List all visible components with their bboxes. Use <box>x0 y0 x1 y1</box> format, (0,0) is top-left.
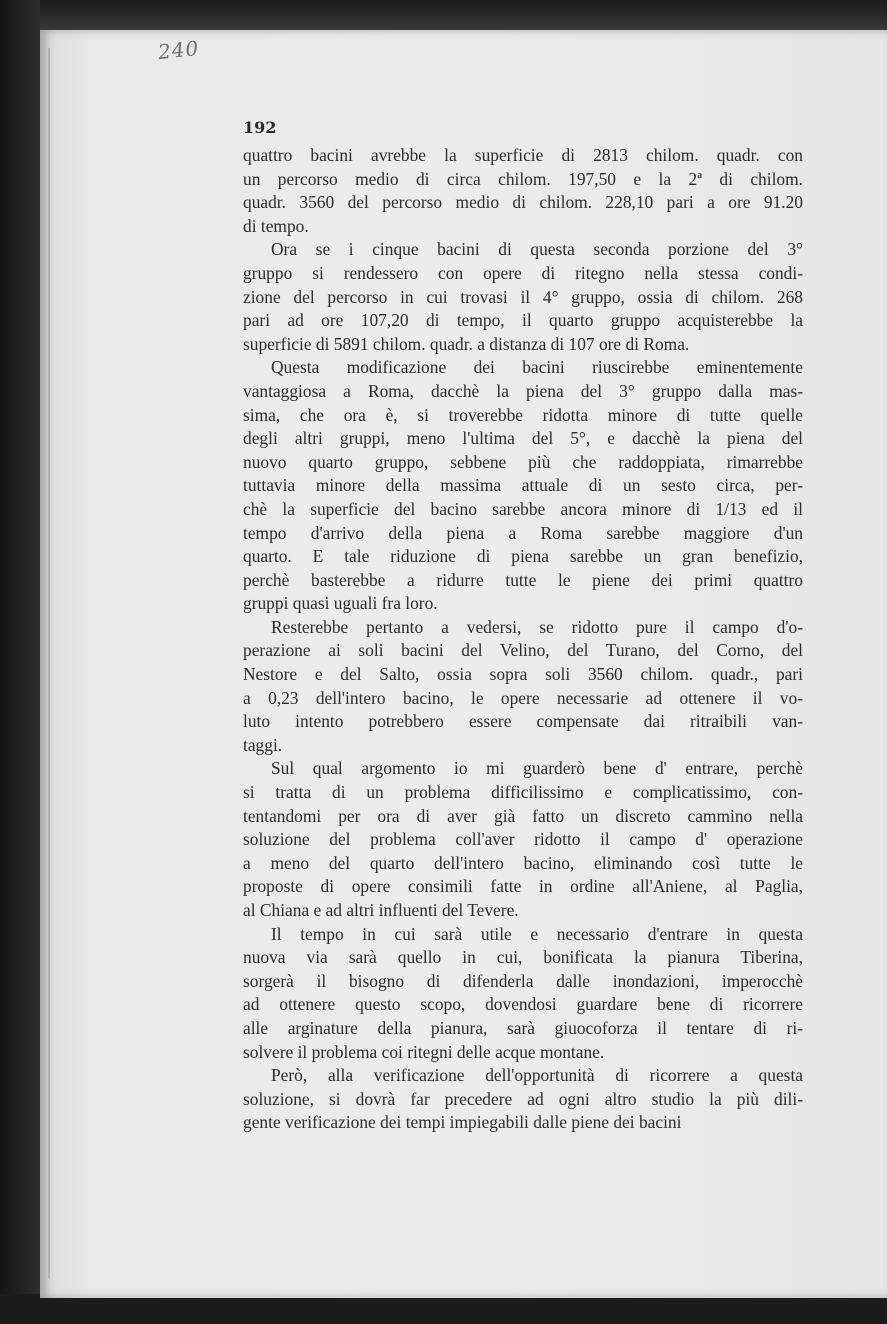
text-line: tentandomi per ora di aver già fatto un discreto cammino nella <box>243 805 803 826</box>
text-line: quattro bacini avrebbe la superficie di 2813 chilom. quadr. con <box>243 145 803 165</box>
text-line: perchè basterebbe a ridurre tutte le piene dei primi quattro <box>243 569 803 590</box>
text-line: zione del percorso in cui trovasi il 4° gruppo, ossia di chilom. 268 <box>243 286 803 307</box>
paragraph <box>243 616 803 758</box>
page-binding-edge <box>48 48 50 1278</box>
handwritten-margin-note: 240 <box>156 35 201 65</box>
text-line: luto intento potrebbero essere compensate dai ritraibili van- <box>243 711 803 732</box>
paragraph <box>243 757 803 922</box>
text-line: tuttavia minore della massima attuale di un sesto circa, per- <box>243 475 803 496</box>
text-line: Sul qual argomento io mi guarderò bene d' entrare, perchè <box>271 758 803 779</box>
text-line: quadr. 3560 del percorso medio di chilom. 228,10 pari a ore 91.20 <box>243 192 803 213</box>
text-line: gruppo si rendessero con opere di ritegno nella stessa condi- <box>243 262 803 283</box>
text-line: degli altri gruppi, meno l'ultima del 5°, e dacchè la piena del <box>243 428 803 449</box>
text-line: Resterebbe pertanto a vedersi, se ridotto pure il campo d'o- <box>271 616 803 637</box>
text-line: solvere il problema coi ritegni delle acque montane. <box>243 1041 605 1062</box>
text-line: pari ad ore 107,20 di tempo, il quarto gruppo acquisterebbe la <box>243 310 803 331</box>
text-line: tempo d'arrivo della piena a Roma sarebbe maggiore d'un <box>243 522 803 543</box>
scan-left-border <box>0 0 40 1324</box>
paragraph <box>243 1064 803 1135</box>
text-line: soluzione, si dovrà far precedere ad ogni altro studio la più dili- <box>243 1088 803 1109</box>
text-line: superficie di 5891 chilom. quadr. a distanza di 107 ore di Roma. <box>243 333 690 354</box>
paragraph <box>243 356 803 616</box>
body-text <box>243 144 803 1135</box>
text-line: taggi. <box>243 734 283 755</box>
text-line: Questa modificazione dei bacini riuscirebbe eminentemente <box>271 357 803 378</box>
text-line: di tempo. <box>243 215 309 236</box>
text-line: Ora se i cinque bacini di questa seconda porzione del 3° <box>271 239 803 260</box>
text-line: quarto. E tale riduzione di piena sarebbe un gran benefizio, <box>243 546 803 567</box>
paragraph <box>243 923 803 1065</box>
text-line: sima, che ora è, si troverebbe ridotta minore di tutte quelle <box>243 404 803 425</box>
text-line: Il tempo in cui sarà utile e necessario d'entrare in questa <box>271 923 803 944</box>
scan-bottom-border <box>0 1294 887 1324</box>
text-line: a meno del quarto dell'intero bacino, eliminando così tutte le <box>243 852 803 873</box>
text-line: nuovo quarto gruppo, sebbene più che raddoppiata, rimarrebbe <box>243 451 803 472</box>
page-number: 192 <box>243 118 277 137</box>
text-line: Nestore e del Salto, ossia sopra soli 3560 chilom. quadr., pari <box>243 664 803 685</box>
text-line: vantaggiosa a Roma, dacchè la piena del 3° gruppo dalla mas- <box>243 380 803 401</box>
text-line: a 0,23 dell'intero bacino, le opere necessarie ad ottenere il vo- <box>243 687 803 708</box>
text-line: si tratta di un problema difficilissimo e complicatissimo, con- <box>243 782 803 803</box>
text-line: alle arginature della pianura, sarà giuocoforza il tentare di ri- <box>243 1017 803 1038</box>
text-line: nuova via sarà quello in cui, bonificata la pianura Tiberina, <box>243 947 803 968</box>
text-line: perazione ai soli bacini del Velino, del Turano, del Corno, del <box>243 640 803 661</box>
scan-top-border <box>0 0 887 34</box>
text-line: chè la superficie del bacino sarebbe ancora minore di 1/13 ed il <box>243 498 803 519</box>
text-line: Però, alla verificazione dell'opportunità di ricorrere a questa <box>271 1065 803 1086</box>
text-line: sorgerà il bisogno di difenderla dalle inondazioni, imperocchè <box>243 970 803 991</box>
text-line: al Chiana e ad altri influenti del Tevere. <box>243 900 519 920</box>
text-line: gruppi quasi uguali fra loro. <box>243 593 438 614</box>
text-line: gente verificazione dei tempi impiegabili dalle piene dei bacini <box>243 1112 682 1133</box>
paragraph <box>243 238 803 356</box>
paragraph <box>243 144 803 238</box>
text-line: proposte di opere consimili fatte in ordine all'Aniene, al Paglia, <box>243 876 803 897</box>
text-line: soluzione del problema coll'aver ridotto il campo d' operazione <box>243 829 803 850</box>
book-page <box>40 30 887 1298</box>
text-line: un percorso medio di circa chilom. 197,50 e la 2ª di chilom. <box>243 168 803 189</box>
text-line: ad ottenere questo scopo, dovendosi guardare bene di ricorrere <box>243 994 803 1015</box>
